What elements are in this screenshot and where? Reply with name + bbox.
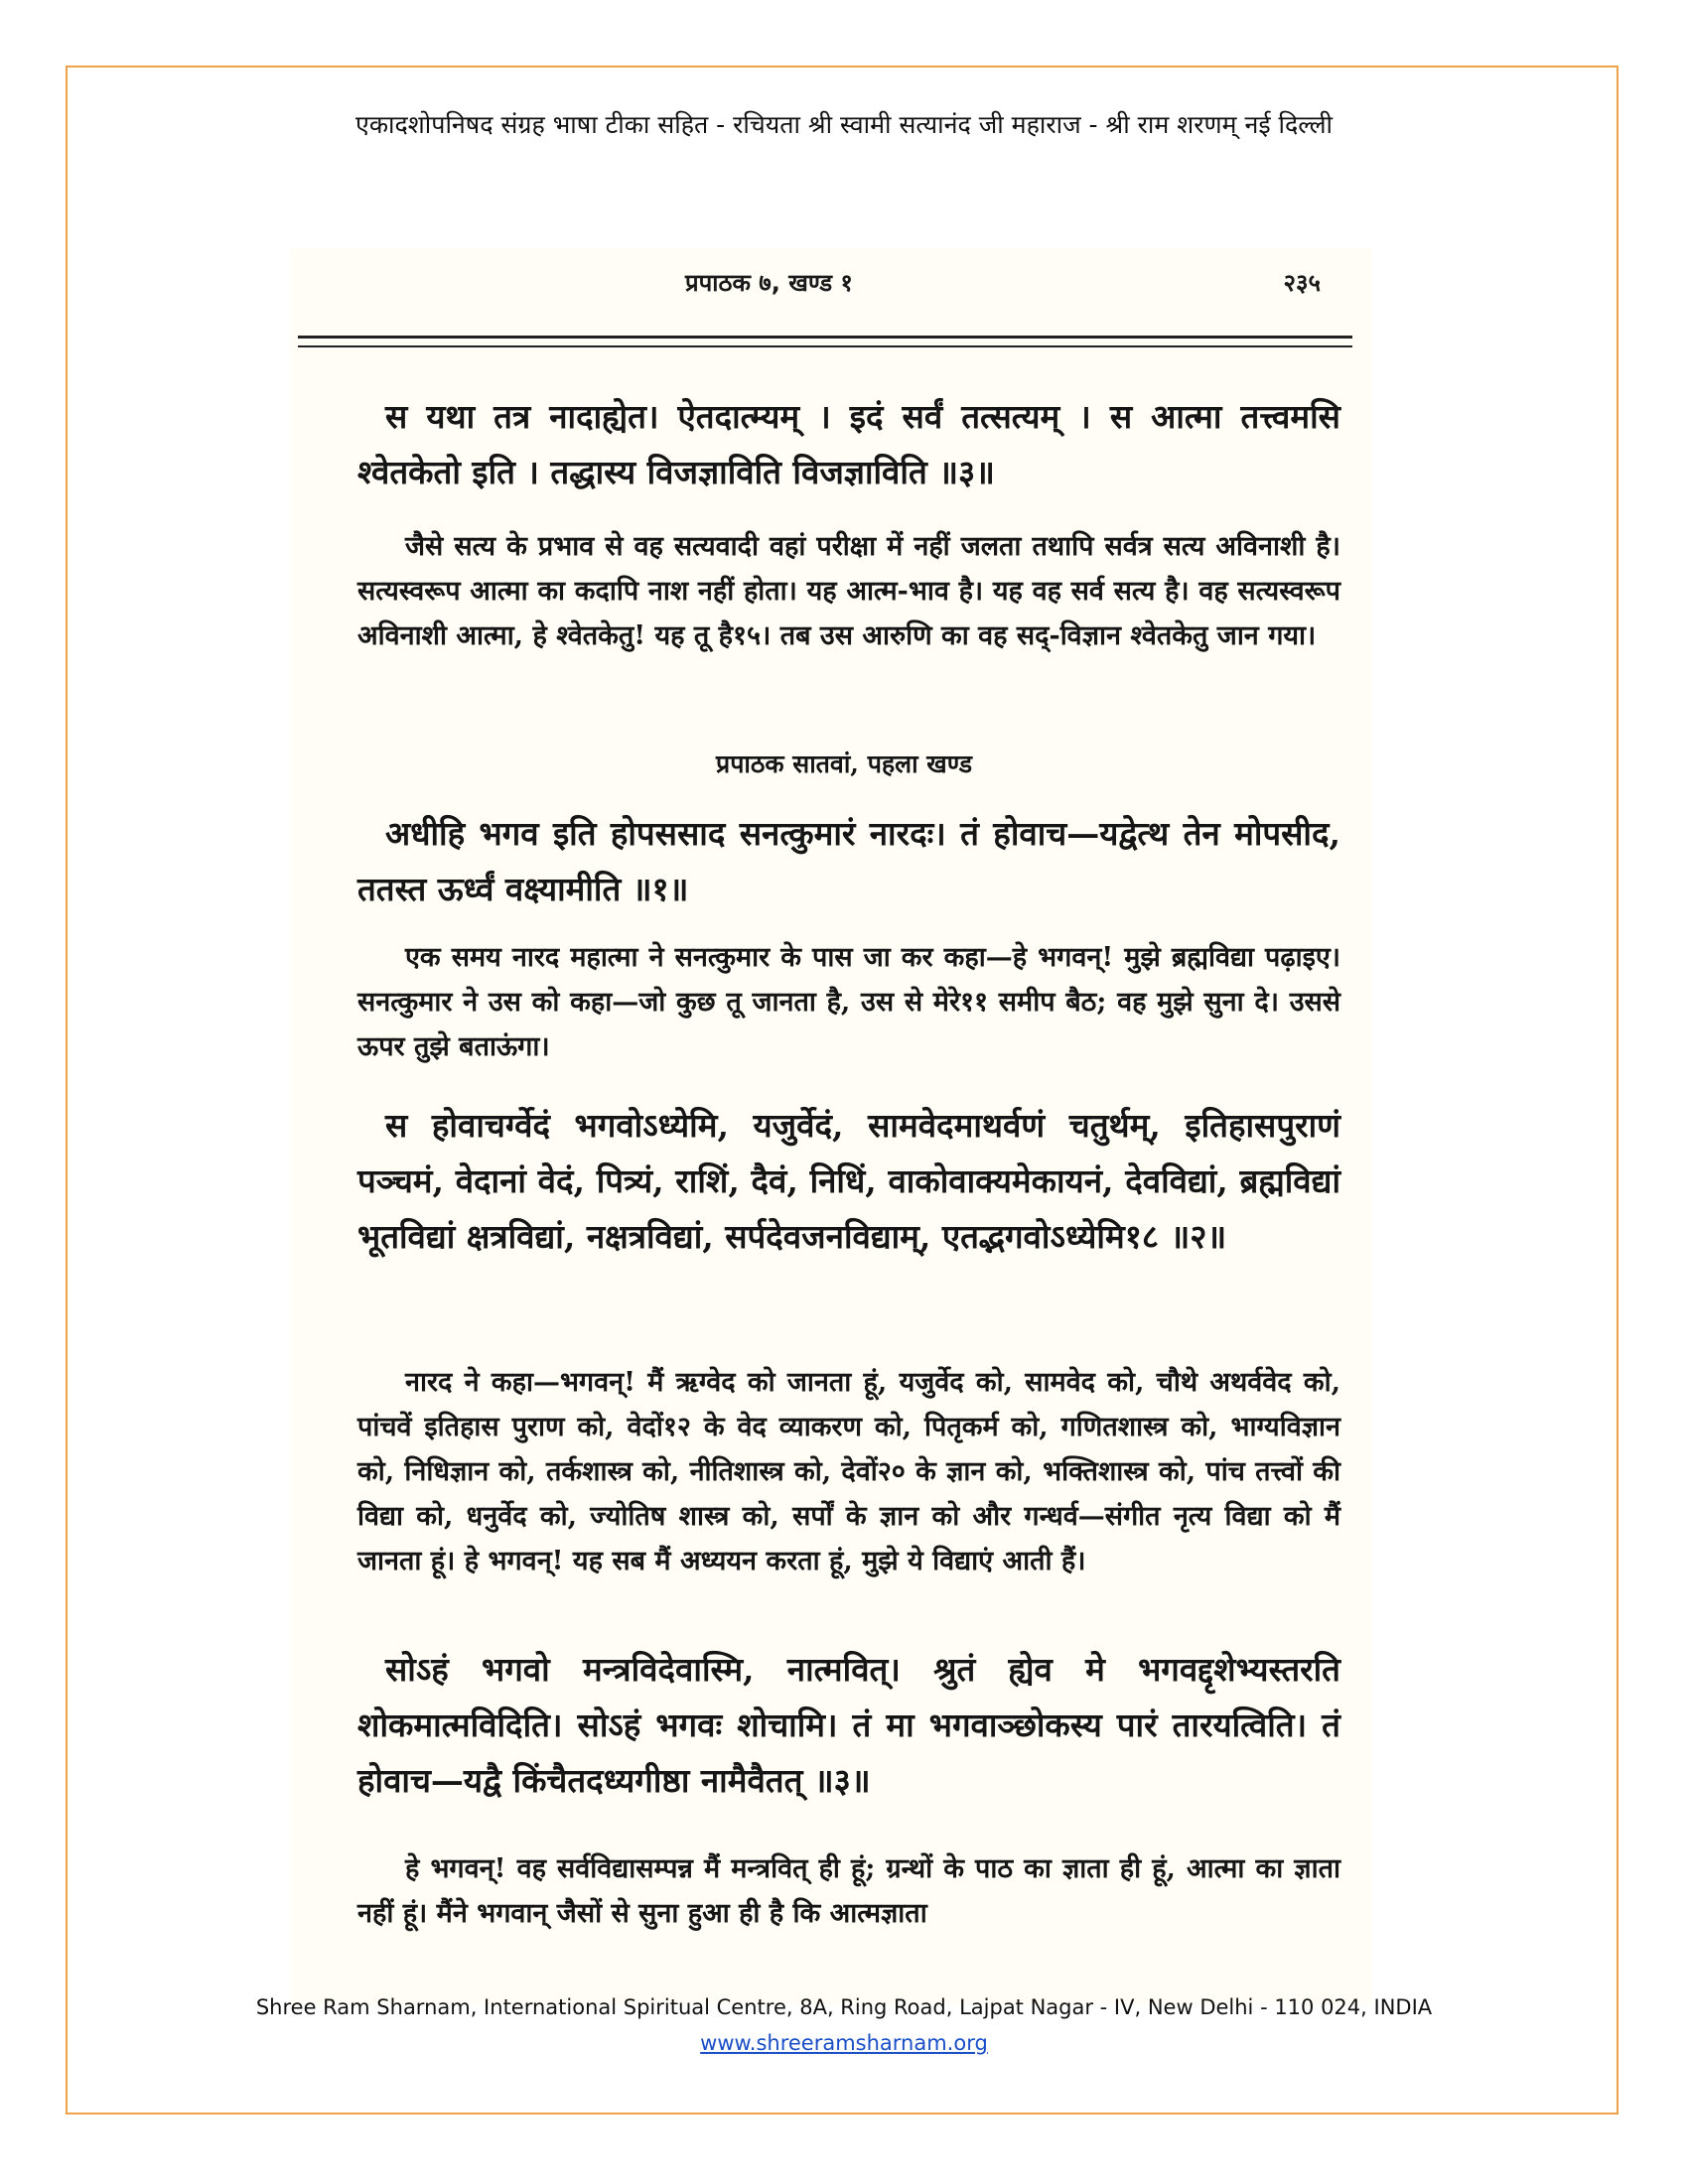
footer-address: Shree Ram Sharnam, International Spiritual Centre, 8A, Ring Road, Lajpat Nagar - IV, New Delhi - 110 024, INDIA <box>255 1995 1433 2019</box>
hindi-translation-2: एक समय नारद महात्मा ने सनत्कुमार के पास जा कर कहा—हे भगवन्! मुझे ब्रह्मविद्या पढ़ाइए। सनत्कुमार ने उस को कहा—जो कुछ तू जानता है, उस से मेरे११ समीप बैठ; वह मुझे सुना दे। उससे ऊपर तुझे बताऊंगा। <box>357 942 1340 1062</box>
sanskrit-verse-4: सोऽहं भगवो मन्त्रविदेवास्मि, नात्मवित्। श्रुतं ह्येव मे भगवद्दृशेभ्यस्तरति शोकमात्मविदिति। सोऽहं भगवः शोचामि। तं मा भगवाञ्छोकस्य पारं तारयत्विति। तं होवाच—यद्वै किंचैतदध्यगीष्ठा नामैवैतत् ॥३॥ <box>357 1650 1340 1800</box>
header-rule-thick <box>298 336 1352 339</box>
sanskrit-verse-2: अधीहि भगव इति होपससाद सनत्कुमारं नारदः। तं होवाच—यद्वेत्थ तेन मोपसीद, ततस्त ऊर्ध्वं वक्ष्यामीति ॥१॥ <box>357 814 1340 908</box>
document-header: एकादशोपनिषद संग्रह भाषा टीका सहित - रचियता श्री स्वामी सत्यानंद जी महाराज - श्री राम शरणम् नई दिल्ली <box>355 110 1333 139</box>
sanskrit-verse-1: स यथा तत्र नादाह्येत। ऐतदात्म्यम् । इदं सर्वं तत्सत्यम् । स आत्मा तत्त्वमसि श्वेतकेतो इति । तद्धास्य विजज्ञाविति विजज्ञाविति ॥३॥ <box>357 397 1340 491</box>
sanskrit-verse-3: स होवाचर्ग्वेदं भगवोऽध्येमि, यजुर्वेदं, सामवेदमाथर्वणं चतुर्थम्, इतिहासपुराणं पञ्चमं, वेदानां वेदं, पित्र्यं, राशिं, दैवं, निधिं, वाकोवाक्यमेकायनं, देवविद्यां, ब्रह्मविद्यां भूतविद्यां क्षत्रविद्यां, नक्षत्रविद्यां, सर्पदेवजनविद्याम्, एतद्भगवोऽध्येमि१८ ॥२॥ <box>357 1106 1340 1256</box>
page-number: २३५ <box>1283 269 1321 297</box>
hindi-translation-4: हे भगवन्! वह सर्वविद्यासम्पन्न मैं मन्त्रवित् ही हूं; ग्रन्थों के पाठ का ज्ञाता ही हूं, आत्मा का ज्ञाता नहीं हूं। मैंने भगवान् जैसों से सुना हुआ ही है कि आत्मज्ञाता <box>357 1853 1340 1929</box>
chapter-reference: प्रपाठक ७, खण्ड १ <box>685 269 853 297</box>
hindi-translation-1: जैसे सत्य के प्रभाव से वह सत्यवादी वहां परीक्षा में नहीं जलता तथापि सर्वत्र सत्य अविनाशी है। सत्यस्वरूप आत्मा का कदापि नाश नहीं होता। यह आत्म-भाव है। यह वह सर्व सत्य है। वह सत्यस्वरूप अविनाशी आत्मा, हे श्वेतकेतु! यह तू है१५। तब उस आरुणि का वह सद्-विज्ञान श्वेतकेतु जान गया। <box>357 531 1340 651</box>
footer-website <box>0 2031 1688 2055</box>
header-rule-thin <box>298 345 1352 347</box>
section-title: प्रपाठक सातवां, पहला खण्ड <box>715 750 973 778</box>
hindi-translation-3: नारद ने कहा—भगवन्! मैं ऋग्वेद को जानता हूं, यजुर्वेद को, सामवेद को, चौथे अथर्ववेद को, पांचवें इतिहास पुराण को, वेदों१२ के वेद व्याकरण को, पितृकर्म को, गणितशास्त्र को, भाग्यविज्ञान को, निधिज्ञान को, तर्कशास्त्र को, नीतिशास्त्र को, देवों२० के ज्ञान को, भक्तिशास्त्र को, पांच तत्त्वों की विद्या को, धनुर्वेद को, ज्योतिष शास्त्र को, सर्पों के ज्ञान को और गन्धर्व—संगीत नृत्य विद्या को मैं जानता हूं। हे भगवन्! यह सब मैं अध्ययन करता हूं, मुझे ये विद्याएं आती हैं। <box>357 1367 1340 1576</box>
running-head <box>377 266 1350 306</box>
website-link[interactable]: www.shreeramsharnam.org <box>700 2031 988 2055</box>
